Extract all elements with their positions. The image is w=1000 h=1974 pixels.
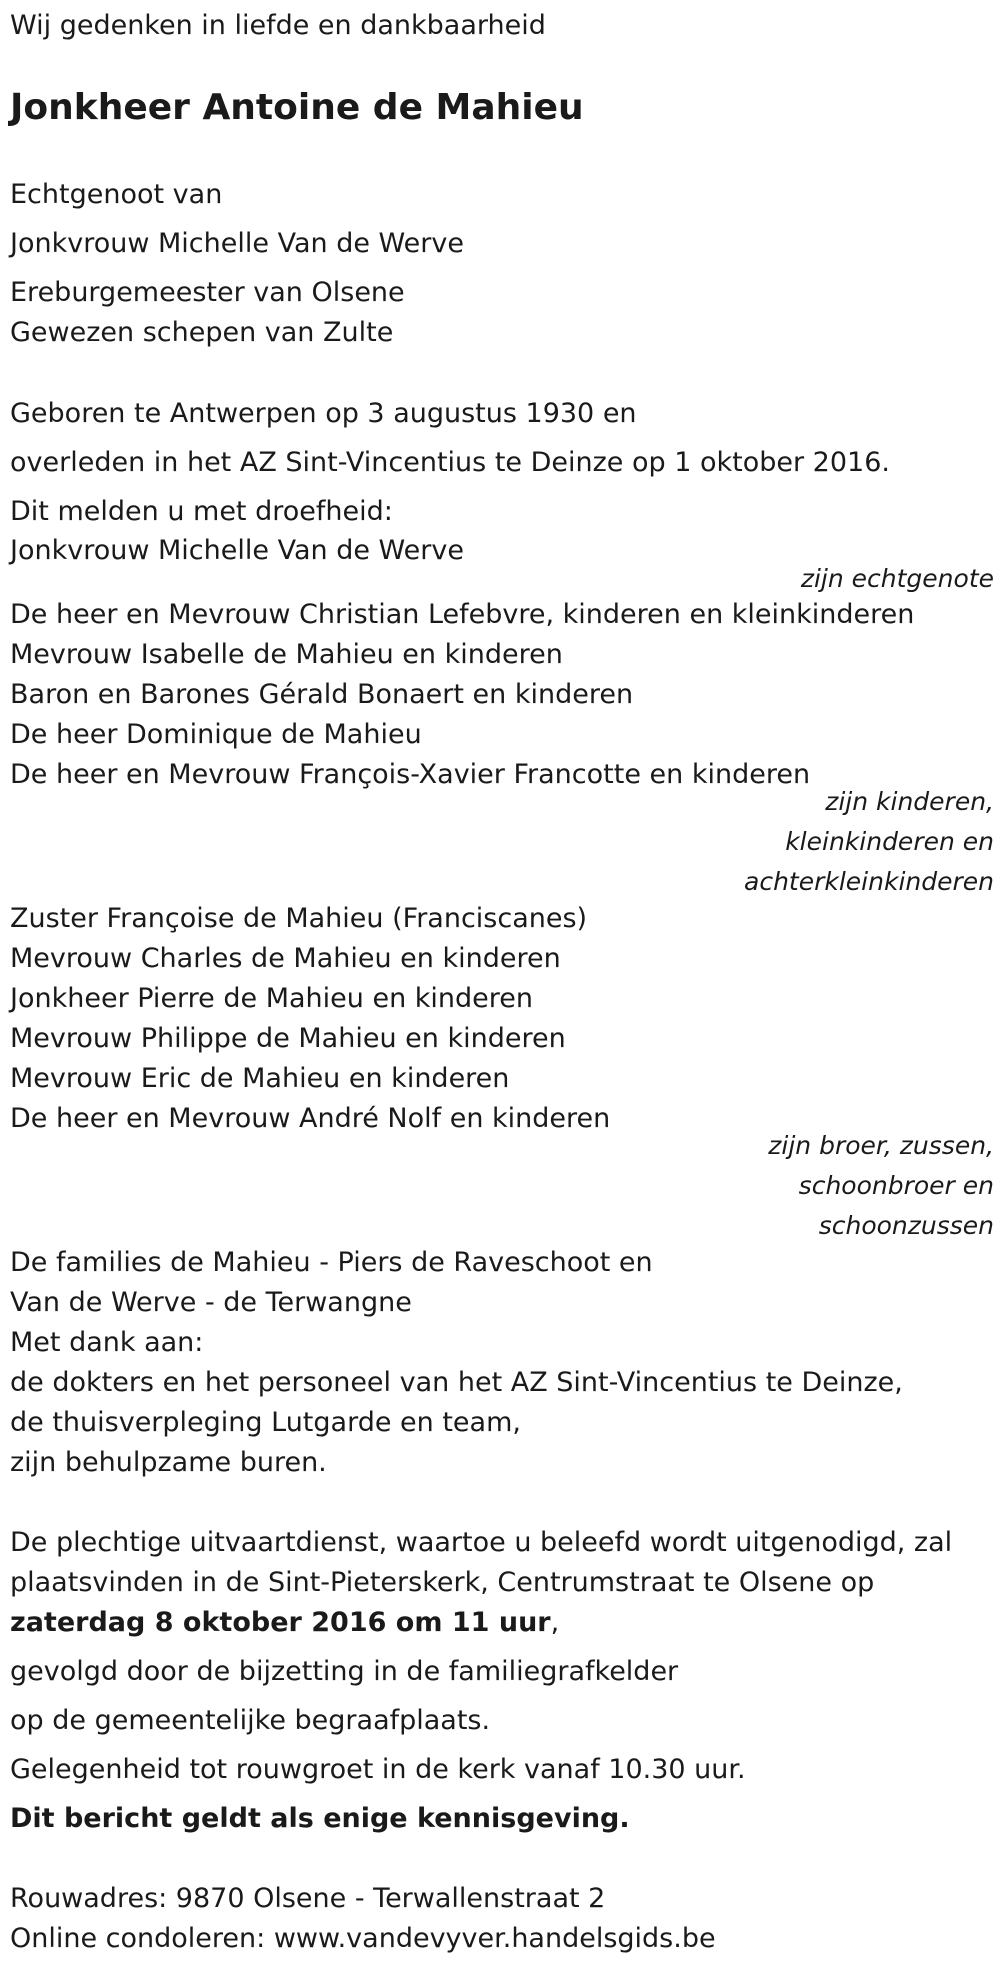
siblings-role-line: schoonbroer en xyxy=(798,1171,994,1200)
sibling-line: Jonkheer Pierre de Mahieu en kinderen xyxy=(10,983,534,1014)
birth-line: Geboren te Antwerpen op 3 augustus 1930 en xyxy=(10,398,637,429)
family-line: Van de Werve - de Terwangne xyxy=(10,1287,412,1318)
widow-role: zijn echtgenote xyxy=(800,564,994,593)
online-condolence-line: Online condoleren: www.vandevyver.handelsgids.be xyxy=(10,1923,716,1954)
sibling-line: Zuster Françoise de Mahieu (Franciscanes) xyxy=(10,903,588,934)
child-line: De heer en Mevrouw François-Xavier Francotte en kinderen xyxy=(10,759,811,790)
spouse-name: Jonkvrouw Michelle Van de Werve xyxy=(10,228,464,259)
sibling-line: Mevrouw Charles de Mahieu en kinderen xyxy=(10,943,561,974)
child-line: De heer Dominique de Mahieu xyxy=(10,719,422,750)
thanks-item: zijn behulpzame buren. xyxy=(10,1447,327,1478)
service-date: zaterdag 8 oktober 2016 om 11 uur xyxy=(10,1607,551,1638)
sibling-line: Mevrouw Eric de Mahieu en kinderen xyxy=(10,1063,510,1094)
child-line: De heer en Mevrouw Christian Lefebvre, kinderen en kleinkinderen xyxy=(10,599,915,630)
title-line: Ereburgemeester van Olsene xyxy=(10,277,405,308)
thanks-label: Met dank aan: xyxy=(10,1327,204,1358)
sibling-line: Mevrouw Philippe de Mahieu en kinderen xyxy=(10,1023,566,1054)
child-line: Baron en Barones Gérald Bonaert en kinderen xyxy=(10,679,634,710)
address-line: Rouwadres: 9870 Olsene - Terwallenstraat 2 xyxy=(10,1883,606,1914)
notice-line: Dit bericht geldt als enige kennisgeving. xyxy=(10,1803,630,1834)
spouse-label: Echtgenoot van xyxy=(10,179,223,210)
siblings-role-line: zijn broer, zussen, xyxy=(768,1131,994,1160)
title-line: Gewezen schepen van Zulte xyxy=(10,317,394,348)
service-line: plaatsvinden in de Sint-Pieterskerk, Centrumstraat te Olsene op xyxy=(10,1567,875,1598)
thanks-item: de thuisverpleging Lutgarde en team, xyxy=(10,1407,521,1438)
sibling-line: De heer en Mevrouw André Nolf en kinderen xyxy=(10,1103,611,1134)
family-line: De families de Mahieu - Piers de Raveschoot en xyxy=(10,1247,653,1278)
service-line: De plechtige uitvaartdienst, waartoe u beleefd wordt uitgenodigd, zal xyxy=(10,1527,953,1558)
condolence-line: Gelegenheid tot rouwgroet in de kerk vanaf 10.30 uur. xyxy=(10,1754,746,1785)
children-role-line: zijn kinderen, xyxy=(825,787,994,816)
child-line: Mevrouw Isabelle de Mahieu en kinderen xyxy=(10,639,563,670)
intro-line: Wij gedenken in liefde en dankbaarheid xyxy=(10,10,546,41)
children-role-line: kleinkinderen en xyxy=(785,827,994,856)
burial-line: gevolgd door de bijzetting in de familiegrafkelder xyxy=(10,1656,679,1687)
widow-name: Jonkvrouw Michelle Van de Werve xyxy=(10,535,464,566)
service-date-line xyxy=(10,1607,559,1639)
announce-line: Dit melden u met droefheid: xyxy=(10,496,393,527)
thanks-item: de dokters en het personeel van het AZ Sint-Vincentius te Deinze, xyxy=(10,1367,903,1398)
death-line: overleden in het AZ Sint-Vincentius te Deinze op 1 oktober 2016. xyxy=(10,447,890,478)
deceased-name: Jonkheer Antoine de Mahieu xyxy=(10,87,584,128)
children-role-line: achterkleinkinderen xyxy=(744,867,994,896)
service-date-suffix: , xyxy=(550,1607,560,1638)
siblings-role-line: schoonzussen xyxy=(818,1211,994,1240)
burial-line: op de gemeentelijke begraafplaats. xyxy=(10,1705,491,1736)
